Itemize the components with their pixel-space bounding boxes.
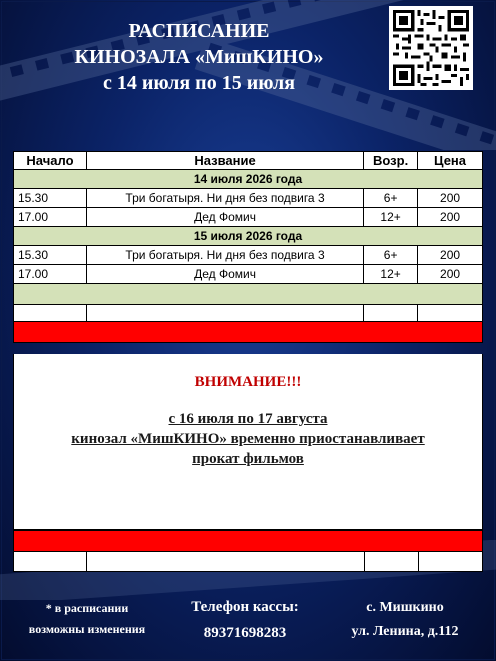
qr-code-icon[interactable] [389,6,473,90]
movie-title: Дед Фомич [86,208,363,227]
column-header-price: Цена [418,152,483,170]
notice-box [13,354,483,530]
column-header-start: Начало [14,152,87,170]
red-divider-row [14,322,483,343]
notice-line-2: кинозал «МишКИНО» временно приостанавливает [71,431,425,447]
address-village: с. Мишкино [366,600,444,615]
age-rating: 12+ [364,208,418,227]
address-street: ул. Ленина, д.112 [351,624,459,639]
ticket-price: 200 [418,246,483,265]
movie-title: Три богатыря. Ни дня без подвига 3 [86,246,363,265]
cinema-address [330,596,480,644]
empty-table-row-bottom [13,552,483,572]
box-office-phone [170,594,320,646]
phone-number[interactable]: 89371698283 [203,625,287,641]
table-header-row [14,152,483,170]
session-time: 15.30 [14,189,87,208]
empty-date-row [14,284,483,305]
table-row [14,246,483,265]
date-label: 15 июля 2026 года [14,227,483,246]
movie-title: Три богатыря. Ни дня без подвига 3 [86,189,363,208]
table-row [14,189,483,208]
ticket-price: 200 [418,265,483,284]
poster-title [20,18,378,96]
ticket-price: 200 [418,208,483,227]
title-line-3: с 14 июля по 15 июля [102,72,296,94]
notice-line-1: с 16 июля по 17 августа [168,411,328,427]
session-time: 15.30 [14,246,87,265]
table-row [14,265,483,284]
date-row [14,170,483,189]
empty-table-row [14,305,483,322]
column-header-title: Название [86,152,363,170]
table-row [14,208,483,227]
notice-text [14,409,482,469]
age-rating: 12+ [364,265,418,284]
notice-line-3: прокат фильмов [192,451,304,467]
red-divider-bottom [13,530,483,552]
phone-label: Телефон кассы: [191,599,299,615]
date-label: 14 июля 2026 года [14,170,483,189]
date-row [14,227,483,246]
note-line-2: возможны изменения [28,622,146,636]
attention-heading: ВНИМАНИЕ!!! [194,374,302,390]
schedule-change-note [8,598,166,640]
schedule-table [13,151,483,343]
title-line-2: КИНОЗАЛА «МишКИНО» [74,46,324,68]
session-time: 17.00 [14,208,87,227]
age-rating: 6+ [364,189,418,208]
movie-title: Дед Фомич [86,265,363,284]
title-line-1: РАСПИСАНИЕ [128,20,270,42]
session-time: 17.00 [14,265,87,284]
note-line-1: * в расписании [45,601,129,615]
column-header-age: Возр. [364,152,418,170]
ticket-price: 200 [418,189,483,208]
age-rating: 6+ [364,246,418,265]
